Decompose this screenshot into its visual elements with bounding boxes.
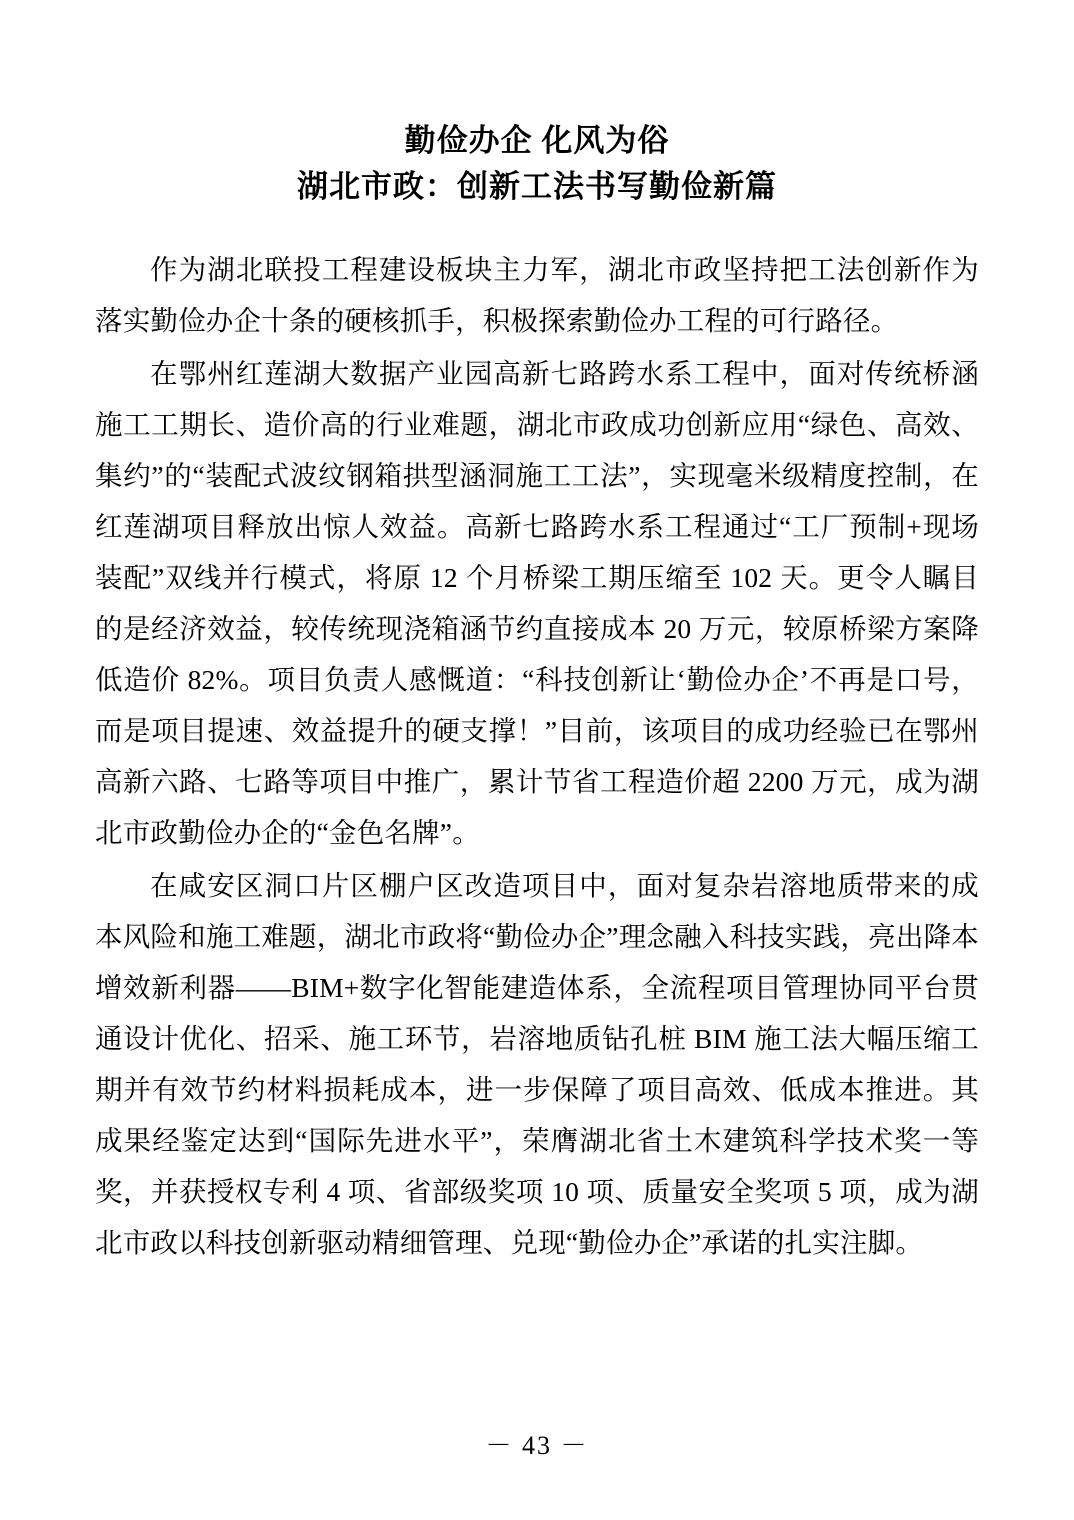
document-body (95, 244, 979, 1268)
page-title: 勤俭办企 化风为俗 (404, 123, 670, 158)
page-number: － 43 － (485, 1431, 589, 1460)
paragraph: 在咸安区洞口片区棚户区改造项目中，面对复杂岩溶地质带来的成本风险和施工难题，湖北市政将“勤俭办企”理念融入科技实践，亮出降本增效新利器——BIM+数字化智能建造体系，全流程项目管理协同平台贯通设计优化、招采、施工环节，岩溶地质钻孔桩 BIM 施工法大幅压缩工期并有效节约材料损耗成本，进一步保障了项目高效、低成本推进。其成果经鉴定达到“国际先进水平”，荣膺湖北省土木建筑科学技术奖一等奖，并获授权专利 4 项、省部级奖项 10 项、质量安全奖项 5 项，成为湖北市政以科技创新驱动精细管理、兑现“勤俭办企”承诺的扎实注脚。 (95, 870, 979, 1258)
page-subtitle: 湖北市政：创新工法书写勤俭新篇 (297, 169, 777, 204)
paragraph: 在鄂州红莲湖大数据产业园高新七路跨水系工程中，面对传统桥涵施工工期长、造价高的行业难题，湖北市政成功创新应用“绿色、高效、集约”的“装配式波纹钢箱拱型涵洞施工工法”，实现毫米级精度控制，在红莲湖项目释放出惊人效益。高新七路跨水系工程通过“工厂预制+现场装配”双线并行模式，将原 12 个月桥梁工期压缩至 102 天。更令人瞩目的是经济效益，较传统现浇箱涵节约直接成本 20 万元，较原桥梁方案降低造价 82%。项目负责人感慨道：“科技创新让‘勤俭办企’不再是口号，而是项目提速、效益提升的硬支撑！”目前，该项目的成功经验已在鄂州高新六路、七路等项目中推广，累计节省工程造价超 2200 万元，成为湖北市政勤俭办企的“金色名牌”。 (95, 358, 979, 848)
paragraph: 作为湖北联投工程建设板块主力军，湖北市政坚持把工法创新作为落实勤俭办企十条的硬核抓手，积极探索勤俭办工程的可行路径。 (95, 254, 979, 336)
document-title-block (95, 118, 979, 210)
